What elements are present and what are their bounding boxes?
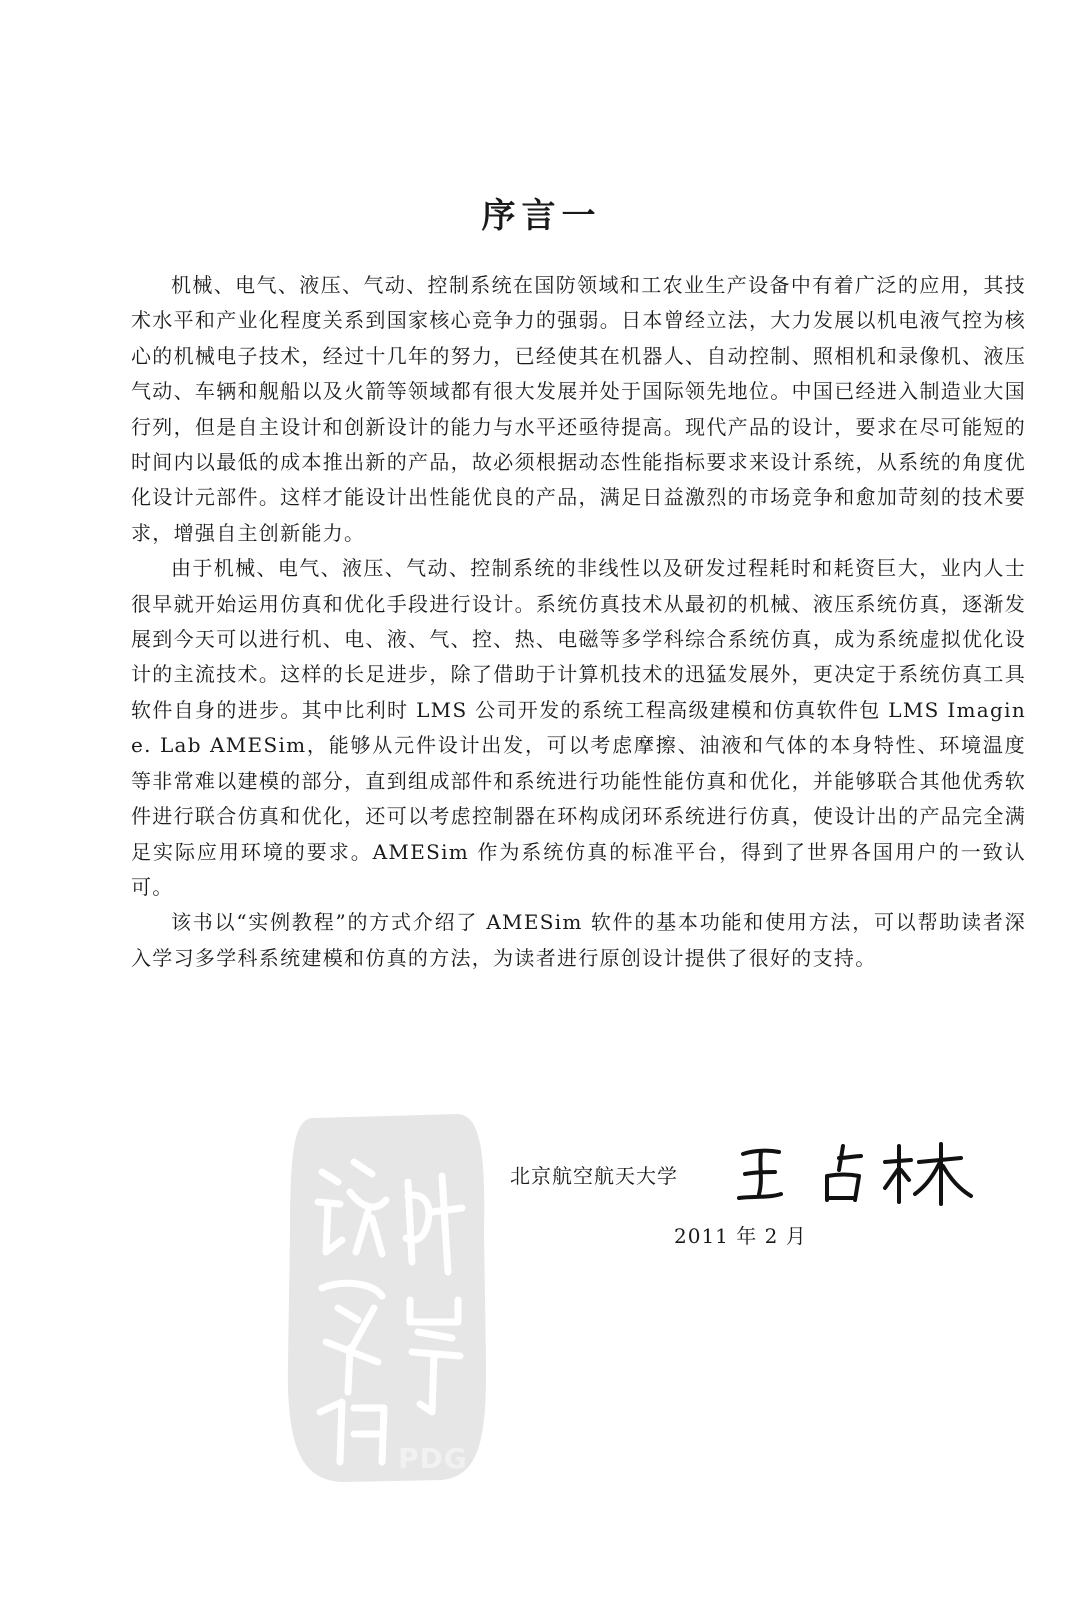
seal-watermark	[282, 1112, 488, 1484]
paragraph: 该书以“实例教程”的方式介绍了 AMESim 软件的基本功能和使用方法，可以帮助读者深入学习多学科系统建模和仿真的方法，为读者进行原创设计提供了很好的支持。	[131, 910, 1026, 970]
page-title: 序言一	[481, 196, 602, 236]
paragraph: 机械、电气、液压、气动、控制系统在国防领域和工农业生产设备中有着广泛的应用，其技术水平和产业化程度关系到国家核心竞争力的强弱。日本曾经立法，大力发展以机电液气控为核心的机械电子技术，经过十几年的努力，已经使其在机器人、自动控制、照相机和录像机、液压气动、车辆和舰船以及火箭等领域都有很大发展并处于国际领先地位。中国已经进入制造业大国行列，但是自主设计和创新设计的能力与水平还亟待提高。现代产品的设计，要求在尽可能短的时间内以最低的成本推出新的产品，故必须根据动态性能指标要求来设计系统，从系统的角度优化设计元部件。这样才能设计出性能优良的产品，满足日益激烈的市场竞争和愈加苛刻的技术要求，增强自主创新能力。	[131, 273, 1026, 545]
watermark-text: PDG	[398, 1442, 468, 1475]
signature-block	[510, 1140, 990, 1260]
handwritten-signature	[735, 1140, 975, 1210]
paragraph: 由于机械、电气、液压、气动、控制系统的非线性以及研发过程耗时和耗资巨大，业内人士很早就开始运用仿真和优化手段进行设计。系统仿真技术从最初的机械、液压系统仿真，逐渐发展到今天可以进行机、电、液、气、控、热、电磁等多学科综合系统仿真，成为系统虚拟优化设计的主流技术。这样的长足进步，除了借助于计算机技术的迅猛发展外，更决定于系统仿真工具软件自身的进步。其中比利时 LMS 公司开发的系统工程高级建模和仿真软件包 LMS Imagine. Lab AMESim，能够从元件设计出发，可以考虑摩擦、油液和气体的本身特性、环境温度等非常难以建模的部分，直到组成部件和系统进行功能性能仿真和优化，并能够联合其他优秀软件进行联合仿真和优化，还可以考虑控制器在环构成闭环系统进行仿真，使设计出的产品完全满足实际应用环境的要求。AMESim 作为系统仿真的标准平台，得到了世界各国用户的一致认可。	[131, 556, 1026, 899]
signature-date: 2011 年 2 月	[674, 1224, 807, 1248]
signature-institution: 北京航空航天大学	[510, 1164, 678, 1188]
body-text	[131, 268, 1026, 976]
